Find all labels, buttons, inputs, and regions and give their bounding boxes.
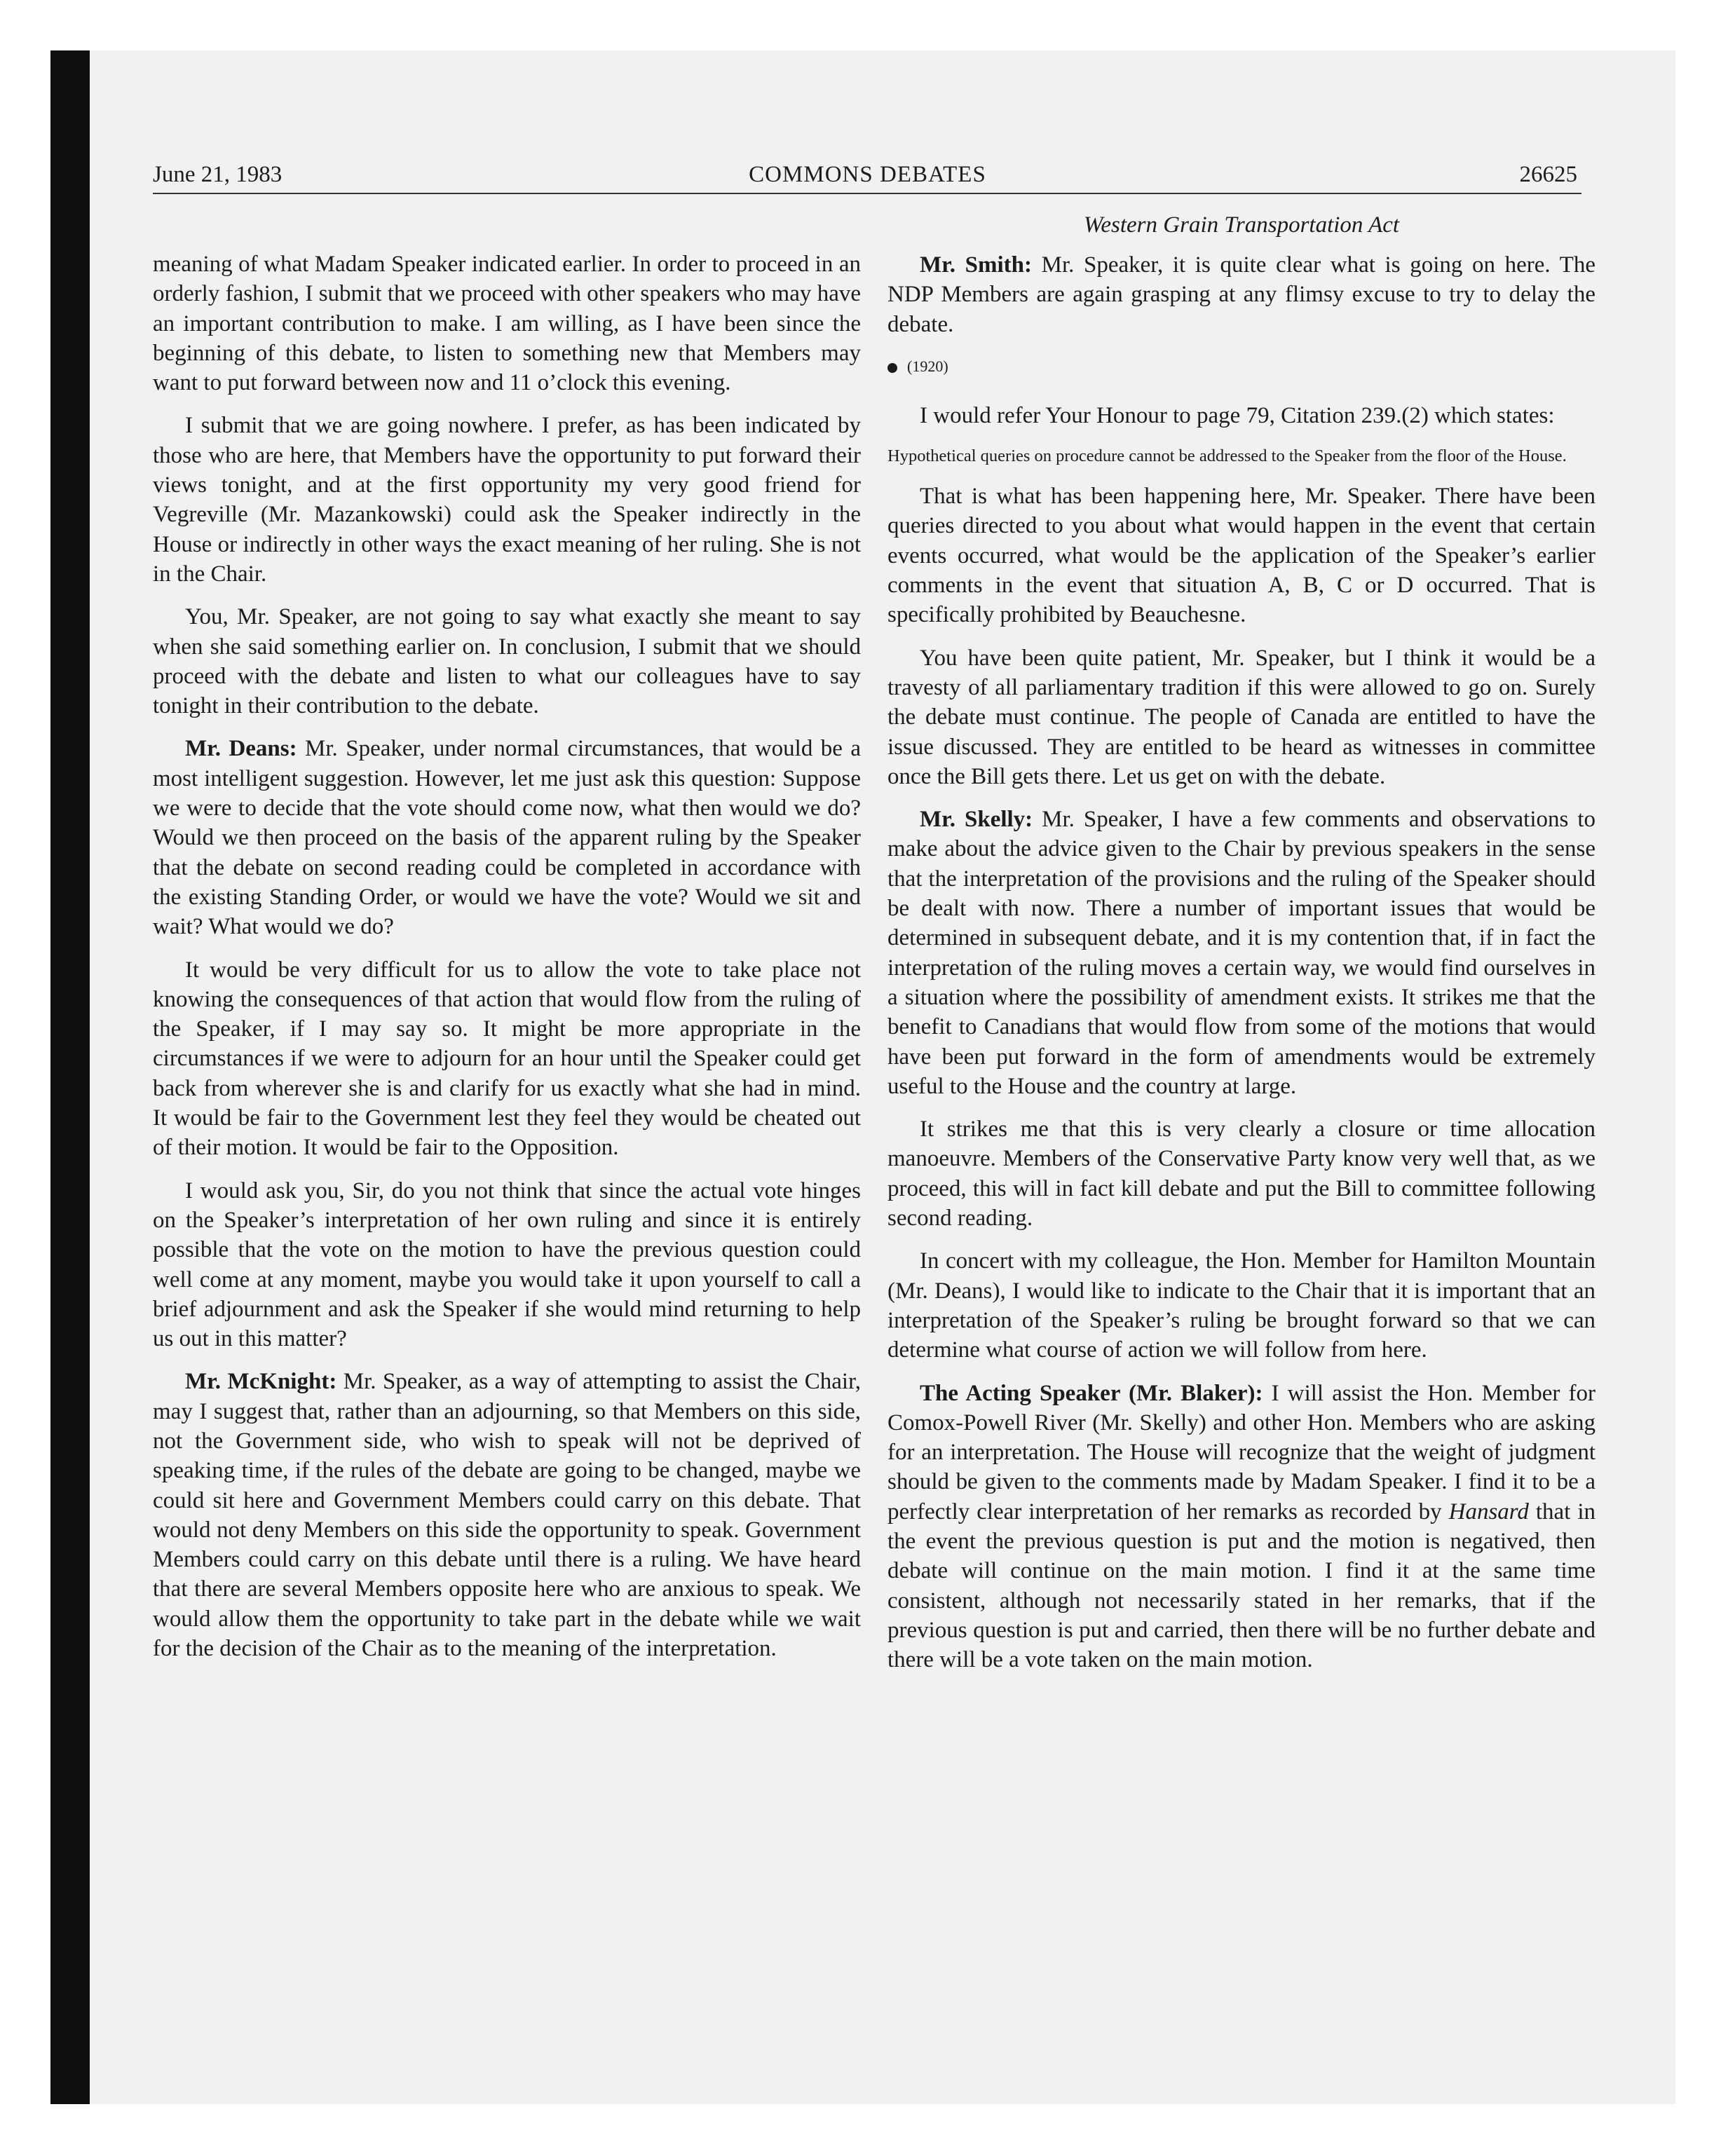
time-marker bbox=[887, 356, 1595, 377]
speaker-name: Mr. McKnight: bbox=[185, 1369, 337, 1395]
running-head: Western Grain Transportation Act bbox=[1083, 212, 1400, 238]
page-number: 26625 bbox=[1519, 162, 1577, 187]
header-rule bbox=[153, 193, 1581, 194]
speaker-name: Mr. Smith: bbox=[920, 252, 1032, 278]
right-column bbox=[887, 250, 1595, 1688]
time-marker-text: (1920) bbox=[907, 357, 948, 375]
speech-text: Mr. Speaker, under normal circumstances, that would be a most intelligent suggestion. However, let me just ask this question: Suppose we were to decide that the vote should come now, what then would we do? Would we then proceed on the basis of the apparent ruling by the Speaker that the debate on second reading could be completed in accordance with the existing Standing Order, or would we have the vote? Would we sit and wait? What would we do? bbox=[153, 736, 861, 940]
scan-border bbox=[50, 50, 90, 2104]
paragraph: That is what has been happening here, Mr. Speaker. There have been queries directed to you about what would happen in the event that certain events occurred, what would be the application of the Speaker’s earlier comments in the event that situation A, B, C or D occurred. That is specifically prohibited by Beauchesne. bbox=[887, 484, 1595, 628]
paragraph: It would be very difficult for us to allow the vote to take place not knowing the consequences of that action that would flow from the ruling of the Speaker, if I may say so. It might be more appropriate in the circumstances if we were to adjourn for an hour until the Speaker could get back from wherever she is and clarify for us exactly what she had in mind. It would be fair to the Government lest they feel they would be cheated out of their motion. It would be fair to the Opposition. bbox=[153, 957, 861, 1161]
paragraph: You, Mr. Speaker, are not going to say what exactly she meant to say when she said something earlier on. In conclusion, I submit that we should proceed with the debate and listen to what our colleagues have to say tonight in their contribution to the debate. bbox=[153, 604, 861, 719]
speech bbox=[887, 250, 1595, 339]
paragraph: I submit that we are going nowhere. I prefer, as has been indicated by those who are here, that Members have the opportunity to put forward their views tonight, and at the first opportunity my very good friend for Vegreville (Mr. Mazankowski) could ask the Speaker indirectly in the House or indirectly in other ways the exact meaning of her ruling. She is not in the Chair. bbox=[153, 413, 861, 587]
speech-text: Mr. Speaker, I have a few comments and observations to make about the advice given to the Chair by previous speakers in the sense that the interpretation of the provisions and the ruling of the Speaker should be dealt with now. There a number of important issues that would be determined in subsequent debate, and it is my contention that, if in fact the interpretation of the ruling moves a certain way, we would find ourselves in a situation where the possibility of amendment exists. It strikes me that the benefit to Canadians that would flow from some of the motions that would have been put forward in the form of amendments would be extremely useful to the House and the country at large. bbox=[887, 807, 1595, 1099]
speech bbox=[887, 1379, 1595, 1675]
speech bbox=[887, 805, 1595, 1101]
speech-text: that in the event the previous question is put and the motion is negatived, then debate will continue on the main motion. I find it at the same time consistent, although not necessarily stated in her remarks, that if the previous question is put and carried, then there will be no further debate and there will be a vote taken on the main motion. bbox=[887, 1499, 1596, 1673]
left-column bbox=[153, 250, 861, 1677]
speech-text: I will assist the Hon. Member for Comox-Powell River (Mr. Skelly) and other Hon. Members who are asking for an interpretation. The House will recognize that the weight of judgment should be given to the comments made by Madam Speaker. I find it to be a perfectly clear interpretation of her remarks as recorded by bbox=[887, 1380, 1595, 1524]
header-date: June 21, 1983 bbox=[153, 162, 283, 187]
paragraph: I would ask you, Sir, do you not think that since the actual vote hinges on the Speaker’s interpretation of her own ruling and since it is entirely possible that the vote on the motion to have the previous question could well come at any moment, maybe you would take it upon yourself to call a brief adjournment and ask the Speaker if she would mind returning to help us out in this matter? bbox=[153, 1178, 861, 1352]
bullet-icon bbox=[887, 363, 897, 373]
citation-quote: Hypothetical queries on procedure cannot be addressed to the Speaker from the floor of the House. bbox=[887, 446, 1567, 466]
paragraph: You have been quite patient, Mr. Speaker, but I think it would be a travesty of all parliamentary tradition if this were allowed to go on. Surely the debate must continue. The people of Canada are entitled to have the issue discussed. They are entitled to be heard as witnesses in committee once the Bill gets there. Let us get on with the debate. bbox=[887, 645, 1595, 789]
speech-text: Mr. Speaker, it is quite clear what is going on here. The NDP Members are again grasping at any flimsy excuse to try to delay the debate. bbox=[887, 252, 1595, 337]
speaker-name: Mr. Skelly: bbox=[920, 807, 1033, 833]
paragraph: I would refer Your Honour to page 79, Citation 239.(2) which states: bbox=[920, 402, 1555, 428]
paragraph: In concert with my colleague, the Hon. Member for Hamilton Mountain (Mr. Deans), I would like to indicate to the Chair that it is important that an interpretation of the Speaker’s ruling be brought forward so that we can determine what course of action we will follow from here. bbox=[887, 1248, 1595, 1363]
header-title: COMMONS DEBATES bbox=[749, 162, 986, 187]
speech bbox=[153, 734, 861, 941]
speaker-name: The Acting Speaker (Mr. Blaker): bbox=[920, 1380, 1263, 1406]
speech-text: Mr. Speaker, as a way of attempting to assist the Chair, may I suggest that, rather than an adjourning, so that Members on this side, not the Government side, who wish to speak will not be deprived of speaking time, if the rules of the debate are going to be changed, maybe we could sit here and Government Members could carry on this debate. That would not deny Members on this side the opportunity to speak. Government Members could carry on this debate until there is a ruling. We have heard that there are several Members opposite here who are anxious to speak. We would allow them the opportunity to take part in the debate while we wait for the decision of the Chair as to the meaning of the interpretation. bbox=[153, 1369, 861, 1662]
paragraph: It strikes me that this is very clearly a closure or time allocation manoeuvre. Members of the Conservative Party know very well that, as we proceed, this will in fact kill debate and put the Bill to committee following second reading. bbox=[887, 1117, 1595, 1231]
speech bbox=[153, 1367, 861, 1663]
speaker-name: Mr. Deans: bbox=[185, 736, 297, 762]
paragraph: meaning of what Madam Speaker indicated earlier. In order to proceed in an orderly fashion, I submit that we proceed with other speakers who may have an important contribution to make. I am willing, as I have been since the beginning of this debate, to listen to something new that Members may want to put forward between now and 11 o’clock this evening. bbox=[153, 252, 861, 396]
hansard-italic: Hansard bbox=[1448, 1499, 1529, 1524]
